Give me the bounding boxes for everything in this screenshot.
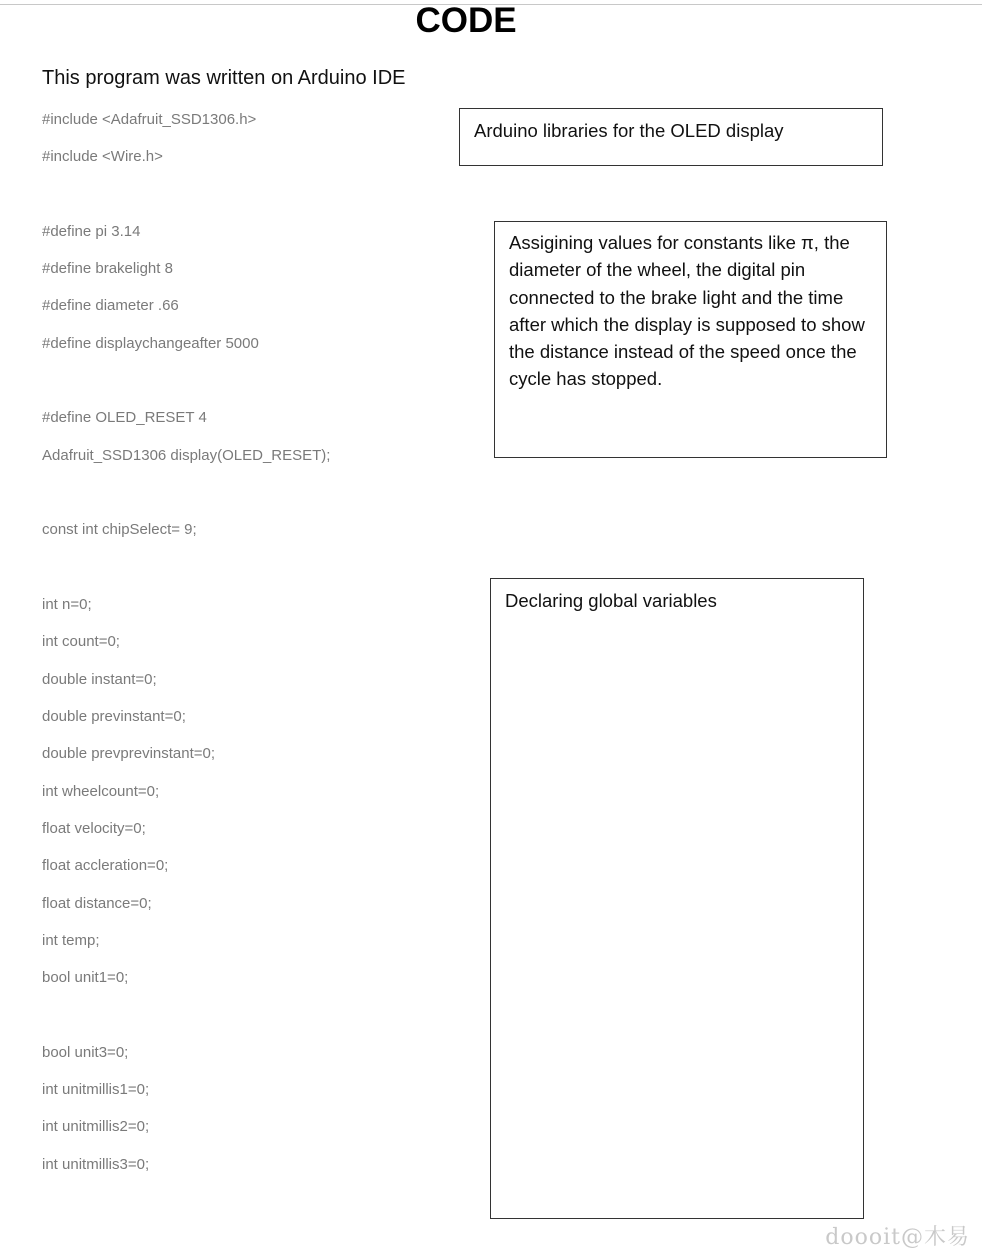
- code-line: bool unit1=0;: [42, 969, 129, 986]
- code-line: #include <Wire.h>: [42, 148, 163, 165]
- code-line: double instant=0;: [42, 671, 157, 688]
- code-line: int unitmillis3=0;: [42, 1156, 150, 1173]
- code-line: const int chipSelect= 9;: [42, 521, 197, 538]
- globals-annotation-text: Declaring global variables: [505, 590, 717, 611]
- libraries-annotation-box: [459, 108, 883, 166]
- code-line: #define pi 3.14: [42, 223, 141, 240]
- code-line: #define displaychangeafter 5000: [42, 335, 259, 352]
- code-line: #define diameter .66: [42, 297, 179, 314]
- constants-annotation-text: Assigining values for constants like π, the diameter of the wheel, the digital pin connected to the brake light and the time after which the display is supposed to show the distance instead of the speed once the cycle has stopped.: [509, 232, 865, 390]
- code-line: float velocity=0;: [42, 820, 146, 837]
- code-line: int count=0;: [42, 633, 120, 650]
- code-line: float distance=0;: [42, 895, 152, 912]
- intro-text: This program was written on Arduino IDE: [42, 67, 406, 89]
- libraries-annotation-text: Arduino libraries for the OLED display: [474, 120, 784, 141]
- code-line: float accleration=0;: [42, 857, 169, 874]
- code-line: int n=0;: [42, 596, 92, 613]
- watermark: doooit@木易: [825, 1225, 970, 1250]
- constants-annotation-box: [494, 221, 887, 458]
- code-line: int temp;: [42, 932, 100, 949]
- code-line: int wheelcount=0;: [42, 783, 160, 800]
- code-line: double prevprevinstant=0;: [42, 745, 216, 762]
- code-line: Adafruit_SSD1306 display(OLED_RESET);: [42, 447, 331, 464]
- code-line: #include <Adafruit_SSD1306.h>: [42, 111, 257, 128]
- code-line: bool unit3=0;: [42, 1044, 129, 1061]
- code-line: #define brakelight 8: [42, 260, 173, 277]
- code-line: #define OLED_RESET 4: [42, 409, 207, 426]
- globals-annotation-box: [490, 578, 864, 1219]
- page-title: CODE: [415, 1, 517, 40]
- code-line: int unitmillis2=0;: [42, 1118, 150, 1135]
- code-line: double previnstant=0;: [42, 708, 186, 725]
- code-line: int unitmillis1=0;: [42, 1081, 150, 1098]
